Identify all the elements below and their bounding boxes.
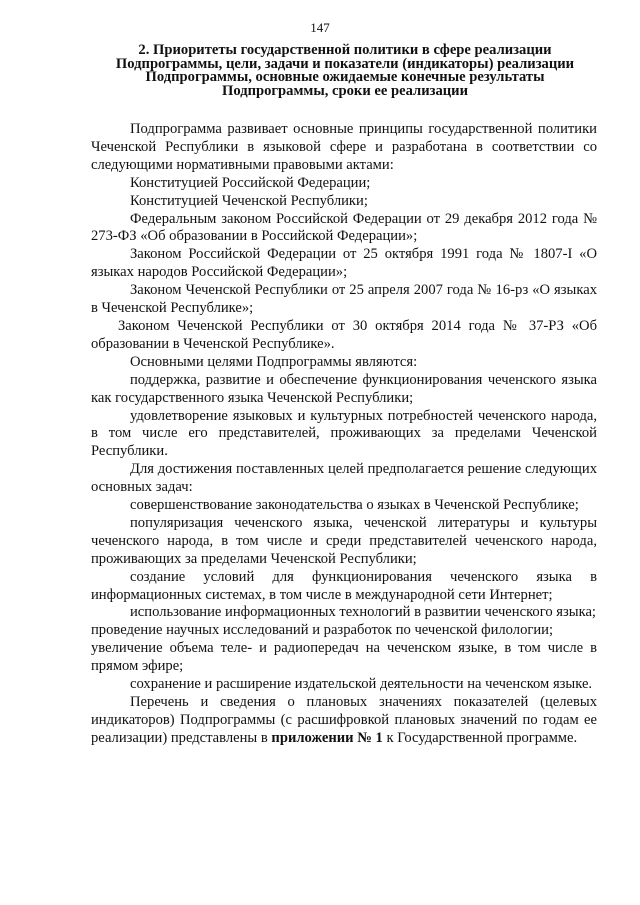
list-item-goal-support: поддержка, развитие и обеспечение функционирования чеченского языка как государственного языка Чеченской Республики; — [91, 371, 597, 406]
indicators-text-end: к Государственной программе. — [382, 729, 578, 746]
list-item-task-legislation: совершенствование законодательства о языках в Чеченской Республике; — [130, 497, 579, 514]
list-item-law-education-chr: Законом Чеченской Республики от 30 октября 2014 года № 37-РЗ «Об образовании в Чеченской Республике». — [91, 317, 597, 352]
appendix-reference: приложении № 1 — [271, 729, 383, 746]
paragraph-indicators — [91, 694, 597, 748]
list-item-constitution-chr: Конституцией Чеченской Республики; — [130, 192, 368, 209]
paragraph-intro: Подпрограмма развивает основные принципы государственной политики Чеченской Республики в языковой сфере и разработана в соответствии со следующими нормативными правовыми актами: — [91, 121, 597, 173]
list-item-law-languages-chr: Законом Чеченской Республики от 25 апреля 2007 года № 16-рз «О языках в Чеченской Республике»; — [91, 282, 597, 317]
page-number: 147 — [310, 20, 330, 35]
paragraph-goals-intro: Основными целями Подпрограммы являются: — [130, 353, 418, 370]
list-item-task-research: проведение научных исследований и разработок по чеченской филологии; — [91, 622, 554, 639]
list-item-task-it: использование информационных технологий в развитии чеченского языка; — [130, 604, 596, 621]
list-item-task-publishing: сохранение и расширение издательской деятельности на чеченском языке. — [130, 676, 593, 693]
list-item-task-broadcasting: увеличение объема теле- и радиопередач на чеченском языке, в том числе в прямом эфире; — [91, 640, 597, 675]
document-body — [91, 121, 597, 748]
heading-line: Подпрограммы, цели, задачи и показатели (индикаторы) реализации — [115, 55, 575, 72]
list-item-task-popularization: популяризация чеченского языка, чеченской литературы и культуры чеченского народа, в том числе и среди представителей чеченского народа, проживающих за пределами Чеченской Республики; — [91, 514, 597, 567]
section-heading — [92, 44, 598, 98]
list-item-task-information-systems: создание условий для функционирования чеченского языка в информационных системах, в том числе в международной сети Интернет; — [91, 568, 597, 603]
list-item-law-languages-rf: Законом Российской Федерации от 25 октября 1991 года № 1807-I «О языках народов Российской Федерации»; — [91, 246, 597, 281]
list-item-constitution-rf: Конституцией Российской Федерации; — [130, 174, 371, 191]
heading-line: 2. Приоритеты государственной политики в сфере реализации — [138, 42, 552, 58]
list-item-federal-law-education: Федеральным законом Российской Федерации от 29 декабря 2012 года № 273-ФЗ «Об образовании в Российской Федерации»; — [91, 210, 597, 245]
heading-line: Подпрограммы, основные ожидаемые конечные результаты — [145, 69, 545, 86]
heading-line: Подпрограммы, сроки ее реализации — [221, 82, 468, 99]
paragraph-tasks-intro: Для достижения поставленных целей предполагается решение следующих основных задач: — [91, 461, 597, 496]
indicators-text-start: Перечень и сведения о плановых значениях показателей (целевых индикаторов) Подпрограммы (с расшифровкой плановых значений по годам ее реализации) представлены в — [91, 694, 597, 746]
list-item-goal-needs: удовлетворение языковых и культурных потребностей чеченского народа, в том числе его представителей, проживающих за пределами Чеченской Республики. — [91, 407, 597, 460]
